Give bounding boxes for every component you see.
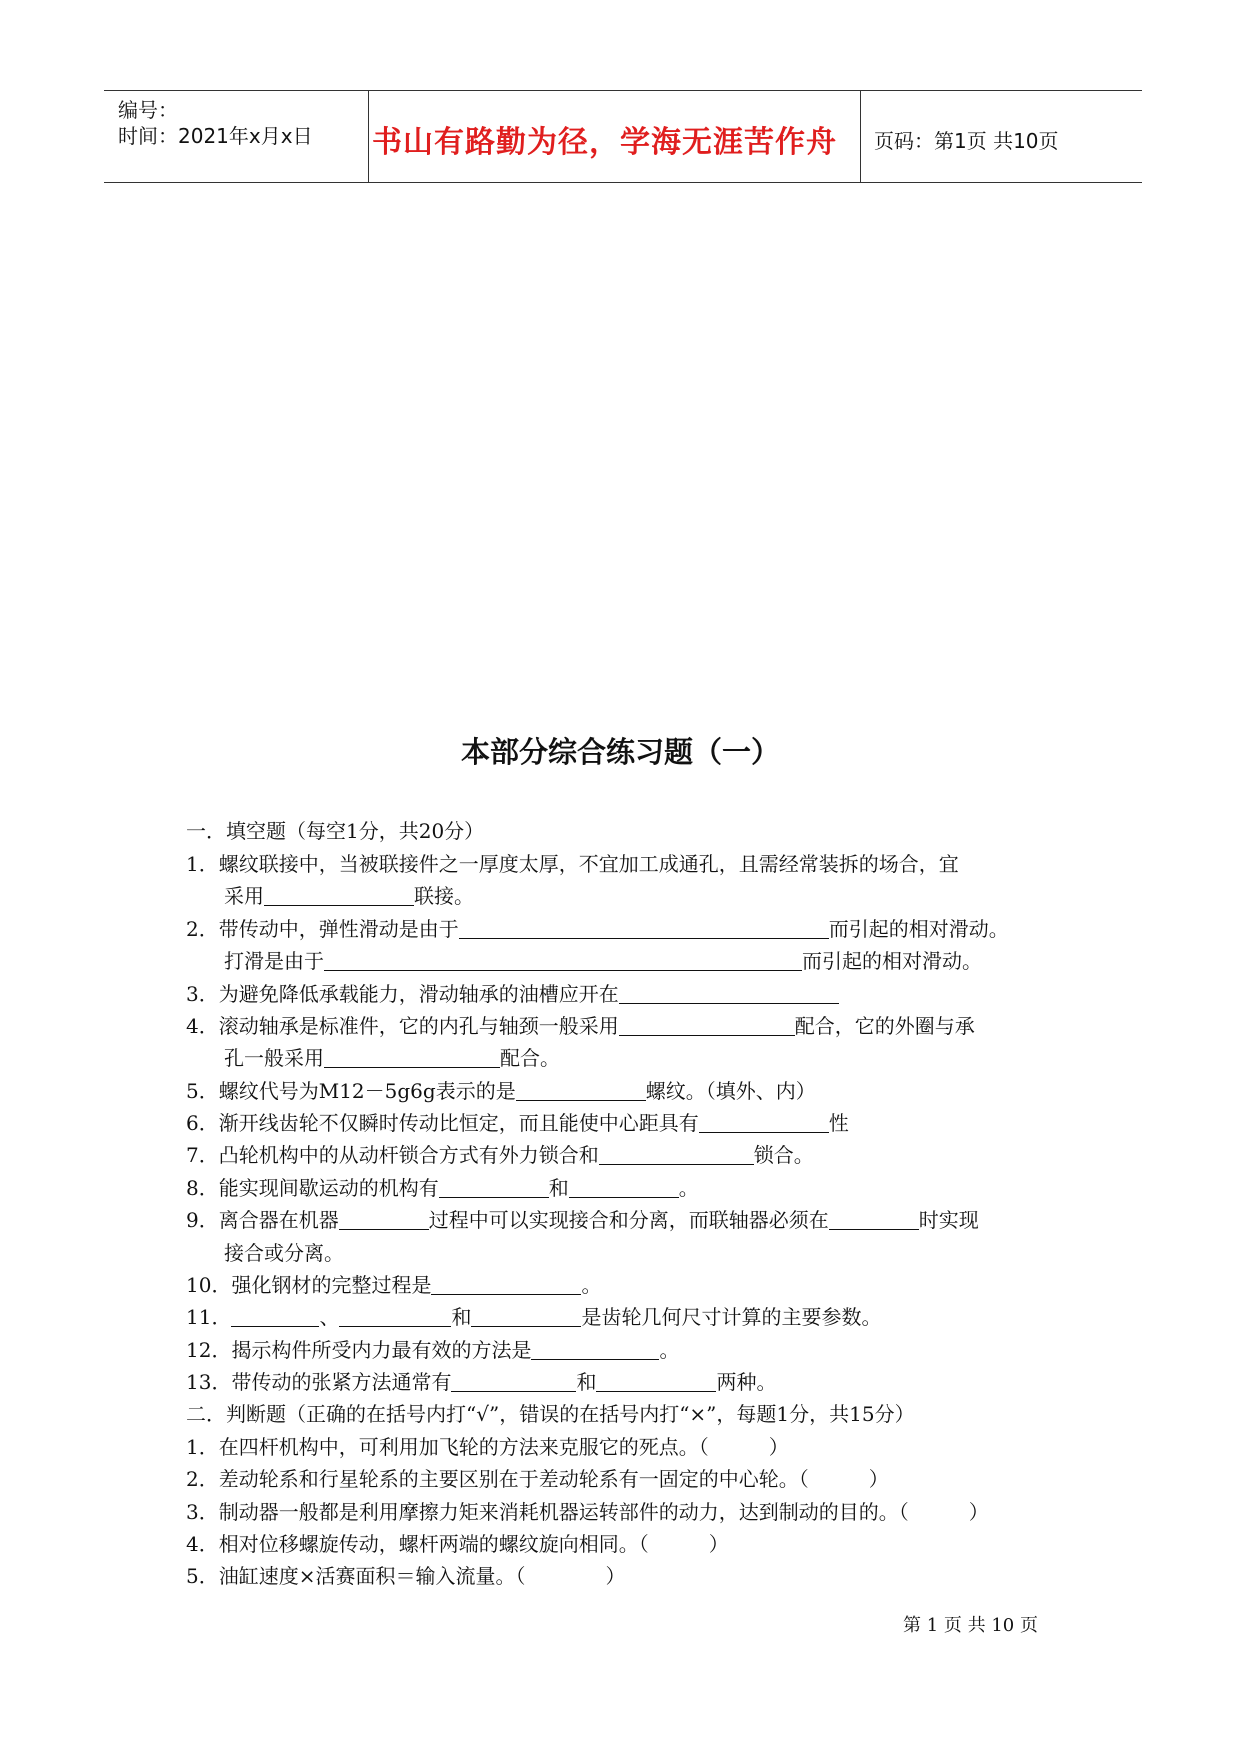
answer-blank[interactable] [471,1306,581,1327]
answer-blank[interactable] [569,1177,679,1198]
header-top-border [104,90,1142,91]
question-text: 而引起的相对滑动。 [802,949,982,973]
answer-blank[interactable] [829,1209,919,1230]
question-line [186,1304,881,1330]
question-text: 。 [581,1273,602,1297]
question-line [186,1401,915,1427]
question-text: 一．填空题（每空1分，共20分） [186,819,485,843]
answer-blank[interactable] [339,1306,451,1327]
question-text: 。 [659,1338,680,1362]
question-line [186,1175,699,1201]
question-text: 和 [451,1305,472,1329]
question-text: 螺纹。（填外、内） [645,1079,816,1103]
answer-blank[interactable] [231,1306,319,1327]
question-text: 9．离合器在机器 [186,1208,339,1232]
question-text: 11． [186,1305,232,1329]
header-bottom-border [104,182,1142,183]
question-line [186,1272,601,1298]
question-text: 1．在四杆机构中，可利用加飞轮的方法来克服它的死点。（ ） [186,1435,789,1459]
question-text: 配合。 [500,1046,560,1070]
question-line [186,1434,789,1460]
question-text: 锁合。 [753,1143,814,1167]
question-line [186,1369,776,1395]
question-text: 1．螺纹联接中，当被联接件之一厚度太厚，不宜加工成通孔，且需经常装拆的场合，宜 [186,852,959,876]
question-line [186,1466,889,1492]
question-text: 4．滚动轴承是标准件，它的内孔与轴颈一般采用 [186,1014,619,1038]
question-line [186,1078,816,1104]
answer-blank[interactable] [459,918,829,939]
question-text: 是齿轮几何尺寸计算的主要参数。 [581,1305,882,1329]
answer-blank[interactable] [439,1177,549,1198]
question-line [186,1013,975,1039]
question-line [186,818,484,844]
question-text: 。 [678,1176,699,1200]
question-text: 孔一般采用 [224,1046,324,1070]
question-text: 配合，它的外圈与承 [794,1014,975,1038]
question-text: 采用 [224,884,264,908]
question-text: 、 [319,1305,340,1329]
answer-blank[interactable] [619,983,839,1004]
question-text: 两种。 [716,1370,777,1394]
answer-blank[interactable] [324,950,802,971]
question-text: 8．能实现间歇运动的机构有 [186,1176,439,1200]
answer-blank[interactable] [596,1371,716,1392]
question-text: 过程中可以实现接合和分离，而联轴器必须在 [428,1208,829,1232]
question-line [186,1337,679,1363]
question-line [224,948,982,974]
question-text: 4．相对位移螺旋传动，螺杆两端的螺纹旋向相同。（ ） [186,1532,729,1556]
answer-blank[interactable] [339,1209,429,1230]
page-footer: 第 1 页 共 10 页 [903,1615,1038,1636]
question-text: 2．差动轮系和行星轮系的主要区别在于差动轮系有一固定的中心轮。（ ） [186,1467,889,1491]
question-text: 7．凸轮机构中的从动杆锁合方式有外力锁合和 [186,1143,599,1167]
question-line [224,1240,344,1266]
question-text: 联接。 [414,884,474,908]
question-line [186,1142,814,1168]
question-text: 5．油缸速度×活赛面积＝输入流量。（ ） [186,1564,626,1588]
question-text: 10．强化钢材的完整过程是 [186,1273,432,1297]
time-label: 时间：2021年x月x日 [118,124,313,148]
answer-blank[interactable] [619,1015,795,1036]
question-text: 5．螺纹代号为M12－5g6g表示的是 [186,1079,516,1103]
question-text: 和 [576,1370,597,1394]
question-text: 打滑是由于 [224,949,324,973]
question-text: 而引起的相对滑动。 [828,917,1009,941]
question-text: 12．揭示构件所受内力最有效的方法是 [186,1338,532,1362]
question-line [224,1045,560,1071]
question-text: 性 [828,1111,849,1135]
question-line [186,1531,729,1557]
question-line [186,981,839,1007]
question-line [224,883,474,909]
answer-blank[interactable] [264,885,414,906]
question-text: 13．带传动的张紧方法通常有 [186,1370,452,1394]
question-text: 二．判断题（正确的在括号内打“√”，错误的在括号内打“×”，每题1分，共15分） [186,1402,915,1426]
answer-blank[interactable] [324,1047,500,1068]
answer-blank[interactable] [599,1144,754,1165]
answer-blank[interactable] [531,1339,659,1360]
serial-label: 编号： [118,98,178,122]
question-text: 时实现 [918,1208,979,1232]
answer-blank[interactable] [451,1371,576,1392]
answer-blank[interactable] [516,1080,646,1101]
question-text: 3．制动器一般都是利用摩擦力矩来消耗机器运转部件的动力，达到制动的目的。（ ） [186,1500,989,1524]
answer-blank[interactable] [699,1112,829,1133]
question-text: 2．带传动中，弹性滑动是由于 [186,917,459,941]
question-line [186,916,1009,942]
question-text: 6．渐开线齿轮不仅瞬时传动比恒定，而且能使中心距具有 [186,1111,699,1135]
question-text: 3．为避免降低承载能力，滑动轴承的油槽应开在 [186,982,619,1006]
page-title: 本部分综合练习题（一） [460,735,780,769]
question-text: 接合或分离。 [224,1241,344,1265]
question-line [186,1563,625,1589]
question-line [186,1110,849,1136]
header-divider-left [368,90,369,183]
question-text: 和 [548,1176,569,1200]
question-line [186,1207,979,1233]
question-line [186,851,959,877]
motto: 书山有路勤为径，学海无涯苦作舟 [372,125,837,160]
question-line [186,1499,989,1525]
answer-blank[interactable] [431,1274,581,1295]
page-label: 页码：第1页 共10页 [874,129,1059,153]
